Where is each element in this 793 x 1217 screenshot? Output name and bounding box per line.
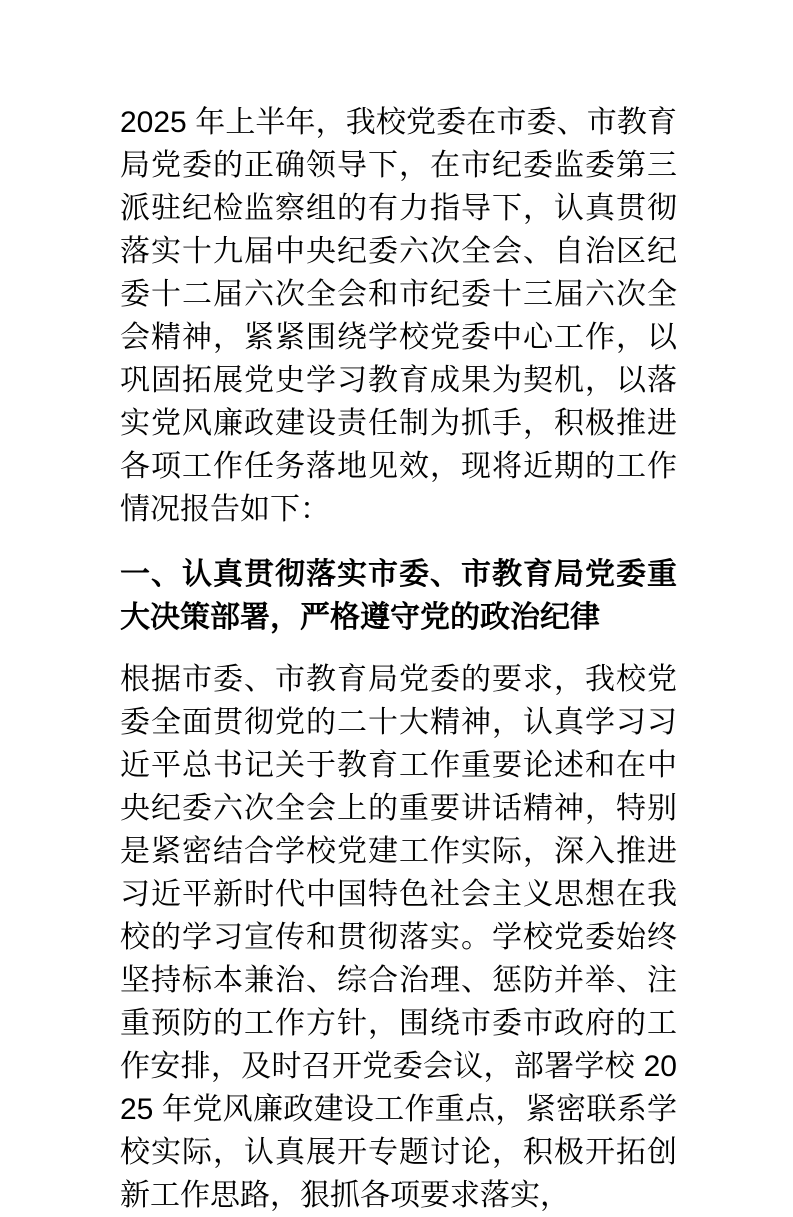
section-heading-1: 一、认真贯彻落实市委、市教育局党委重大决策部署，严格遵守党的政治纪律: [120, 558, 677, 634]
paragraph-section-1: 根据市委、市教育局党委的要求，我校党委全面贯彻党的二十大精神，认真学习习近平总书记关于教育工作重要论述和在中央纪委六次全会上的重要讲话精神，特别是紧密结合学校党建工作实际，深入推进习近平新时代中国特色社会主义思想在我校的学习宣传和贯彻落实。学校党委始终坚持标本兼治、综合治理、惩防并举、注重预防的工作方针，围绕市委市政府的工作安排，及时召开党委会议，部署学校 2025 年党风廉政建设工作重点，紧密联系学校实际，认真展开专题讨论，积极开拓创新工作思路，狠抓各项要求落实，: [120, 663, 677, 1212]
paragraph-intro: 2025 年上半年，我校党委在市委、市教育局党委的正确领导下，在市纪委监委第三派驻纪检监察组的有力指导下，认真贯彻落实十九届中央纪委六次全会、自治区纪委十二届六次全会和市纪委十三届六次全会精神，紧紧围绕学校党委中心工作，以巩固拓展党史学习教育成果为契机，以落实党风廉政建设责任制为抓手，积极推进各项工作任务落地见效，现将近期的工作情况报告如下：: [120, 106, 677, 526]
